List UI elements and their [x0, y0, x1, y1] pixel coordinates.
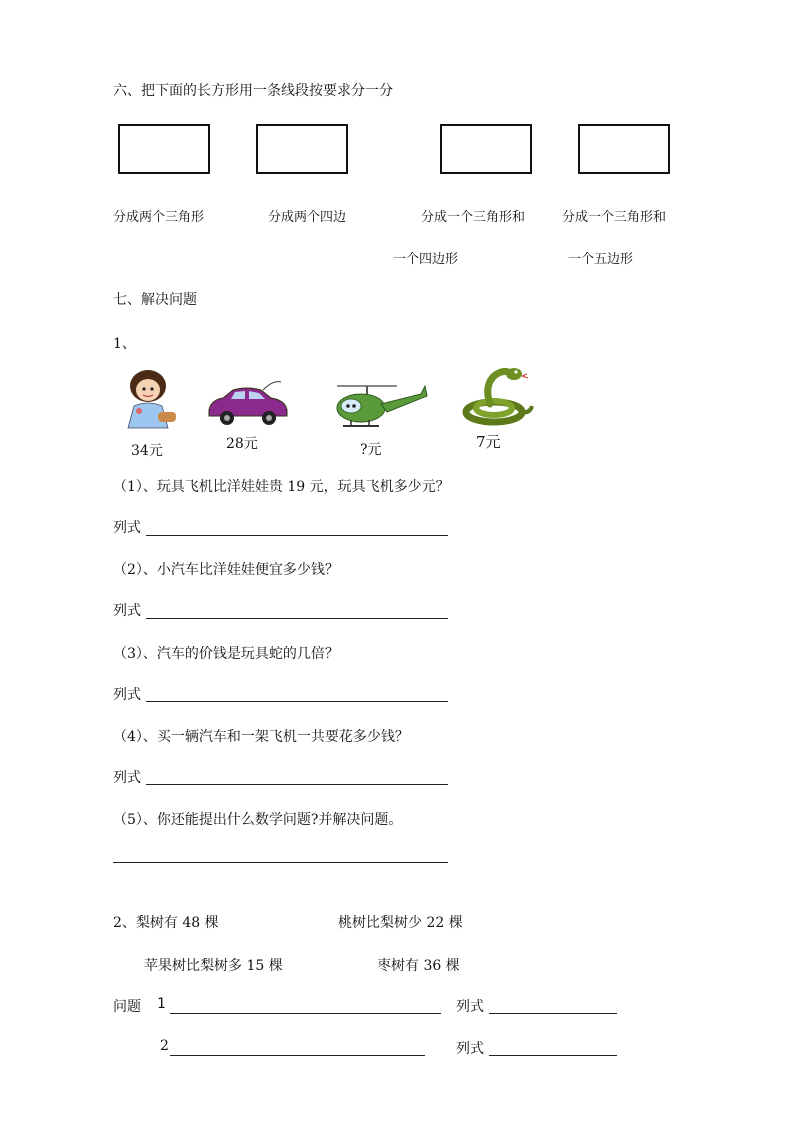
formula-label-3: 列式 — [113, 687, 141, 703]
answer-line-3[interactable] — [146, 701, 448, 702]
section7-heading: 七、解决问题 — [113, 292, 197, 308]
label-triangle-and-2: 分成一个三角形和 — [562, 210, 667, 225]
pear-trees-text: 2、梨树有 48 棵 — [113, 915, 219, 931]
question-2: （2）、小汽车比洋娃娃便宜多少钱？ — [113, 562, 339, 578]
jujube-trees-text: 枣树有 36 棵 — [377, 958, 460, 974]
question-label: 问题 — [113, 999, 141, 1015]
helicopter-image — [333, 378, 433, 434]
label-two-triangles: 分成两个三角形 — [113, 210, 205, 225]
problem-question-line-1[interactable] — [170, 1013, 441, 1014]
question-number-2: 2 — [160, 1038, 169, 1054]
question-1: （1）、玩具飞机比洋娃娃贵 19 元，玩具飞机多少元？ — [113, 479, 450, 495]
formula-label-1: 列式 — [113, 520, 141, 536]
car-image — [205, 376, 291, 428]
problem1-number: 1、 — [113, 336, 136, 352]
rectangle-1 — [118, 124, 210, 174]
doll-price: 34元 — [131, 443, 163, 459]
label-pentagon: 一个五边形 — [568, 252, 634, 267]
formula-label-2: 列式 — [113, 603, 141, 619]
answer-line-1[interactable] — [146, 535, 448, 536]
doll-image — [112, 366, 184, 438]
rectangle-2 — [256, 124, 348, 174]
label-two-quadrilaterals: 分成两个四边 — [268, 210, 347, 225]
problem2-formula-line-1[interactable] — [489, 1013, 617, 1014]
problem-question-line-2[interactable] — [170, 1055, 425, 1056]
rectangle-4 — [578, 124, 670, 174]
rectangle-3 — [440, 124, 532, 174]
answer-line-4[interactable] — [146, 784, 448, 785]
snake-price: 7元 — [476, 433, 501, 451]
answer-line-2[interactable] — [146, 618, 448, 619]
problem2-formula-label-2: 列式 — [456, 1041, 484, 1057]
formula-label-4: 列式 — [113, 770, 141, 786]
section6-heading: 六、把下面的长方形用一条线段按要求分一分 — [113, 83, 393, 99]
question-number-1: 1 — [157, 996, 166, 1012]
question-5: （5）、你还能提出什么数学问题?并解决问题。 — [113, 812, 403, 828]
problem2-formula-line-2[interactable] — [489, 1055, 617, 1056]
label-triangle-and-1: 分成一个三角形和 — [421, 210, 526, 225]
question-4: （4）、买一辆汽车和一架飞机一共要花多少钱？ — [113, 729, 409, 745]
peach-trees-text: 桃树比梨树少 22 棵 — [338, 915, 463, 931]
question-3: （3）、汽车的价钱是玩具蛇的几倍？ — [113, 646, 339, 662]
problem2-formula-label-1: 列式 — [456, 999, 484, 1015]
helicopter-price: ?元 — [360, 442, 382, 458]
label-quadrilateral: 一个四边形 — [393, 252, 459, 267]
car-price: 28元 — [226, 436, 258, 452]
snake-image — [460, 364, 534, 430]
apple-trees-text: 苹果树比梨树多 15 棵 — [144, 958, 283, 974]
answer-line-5[interactable] — [113, 862, 448, 863]
